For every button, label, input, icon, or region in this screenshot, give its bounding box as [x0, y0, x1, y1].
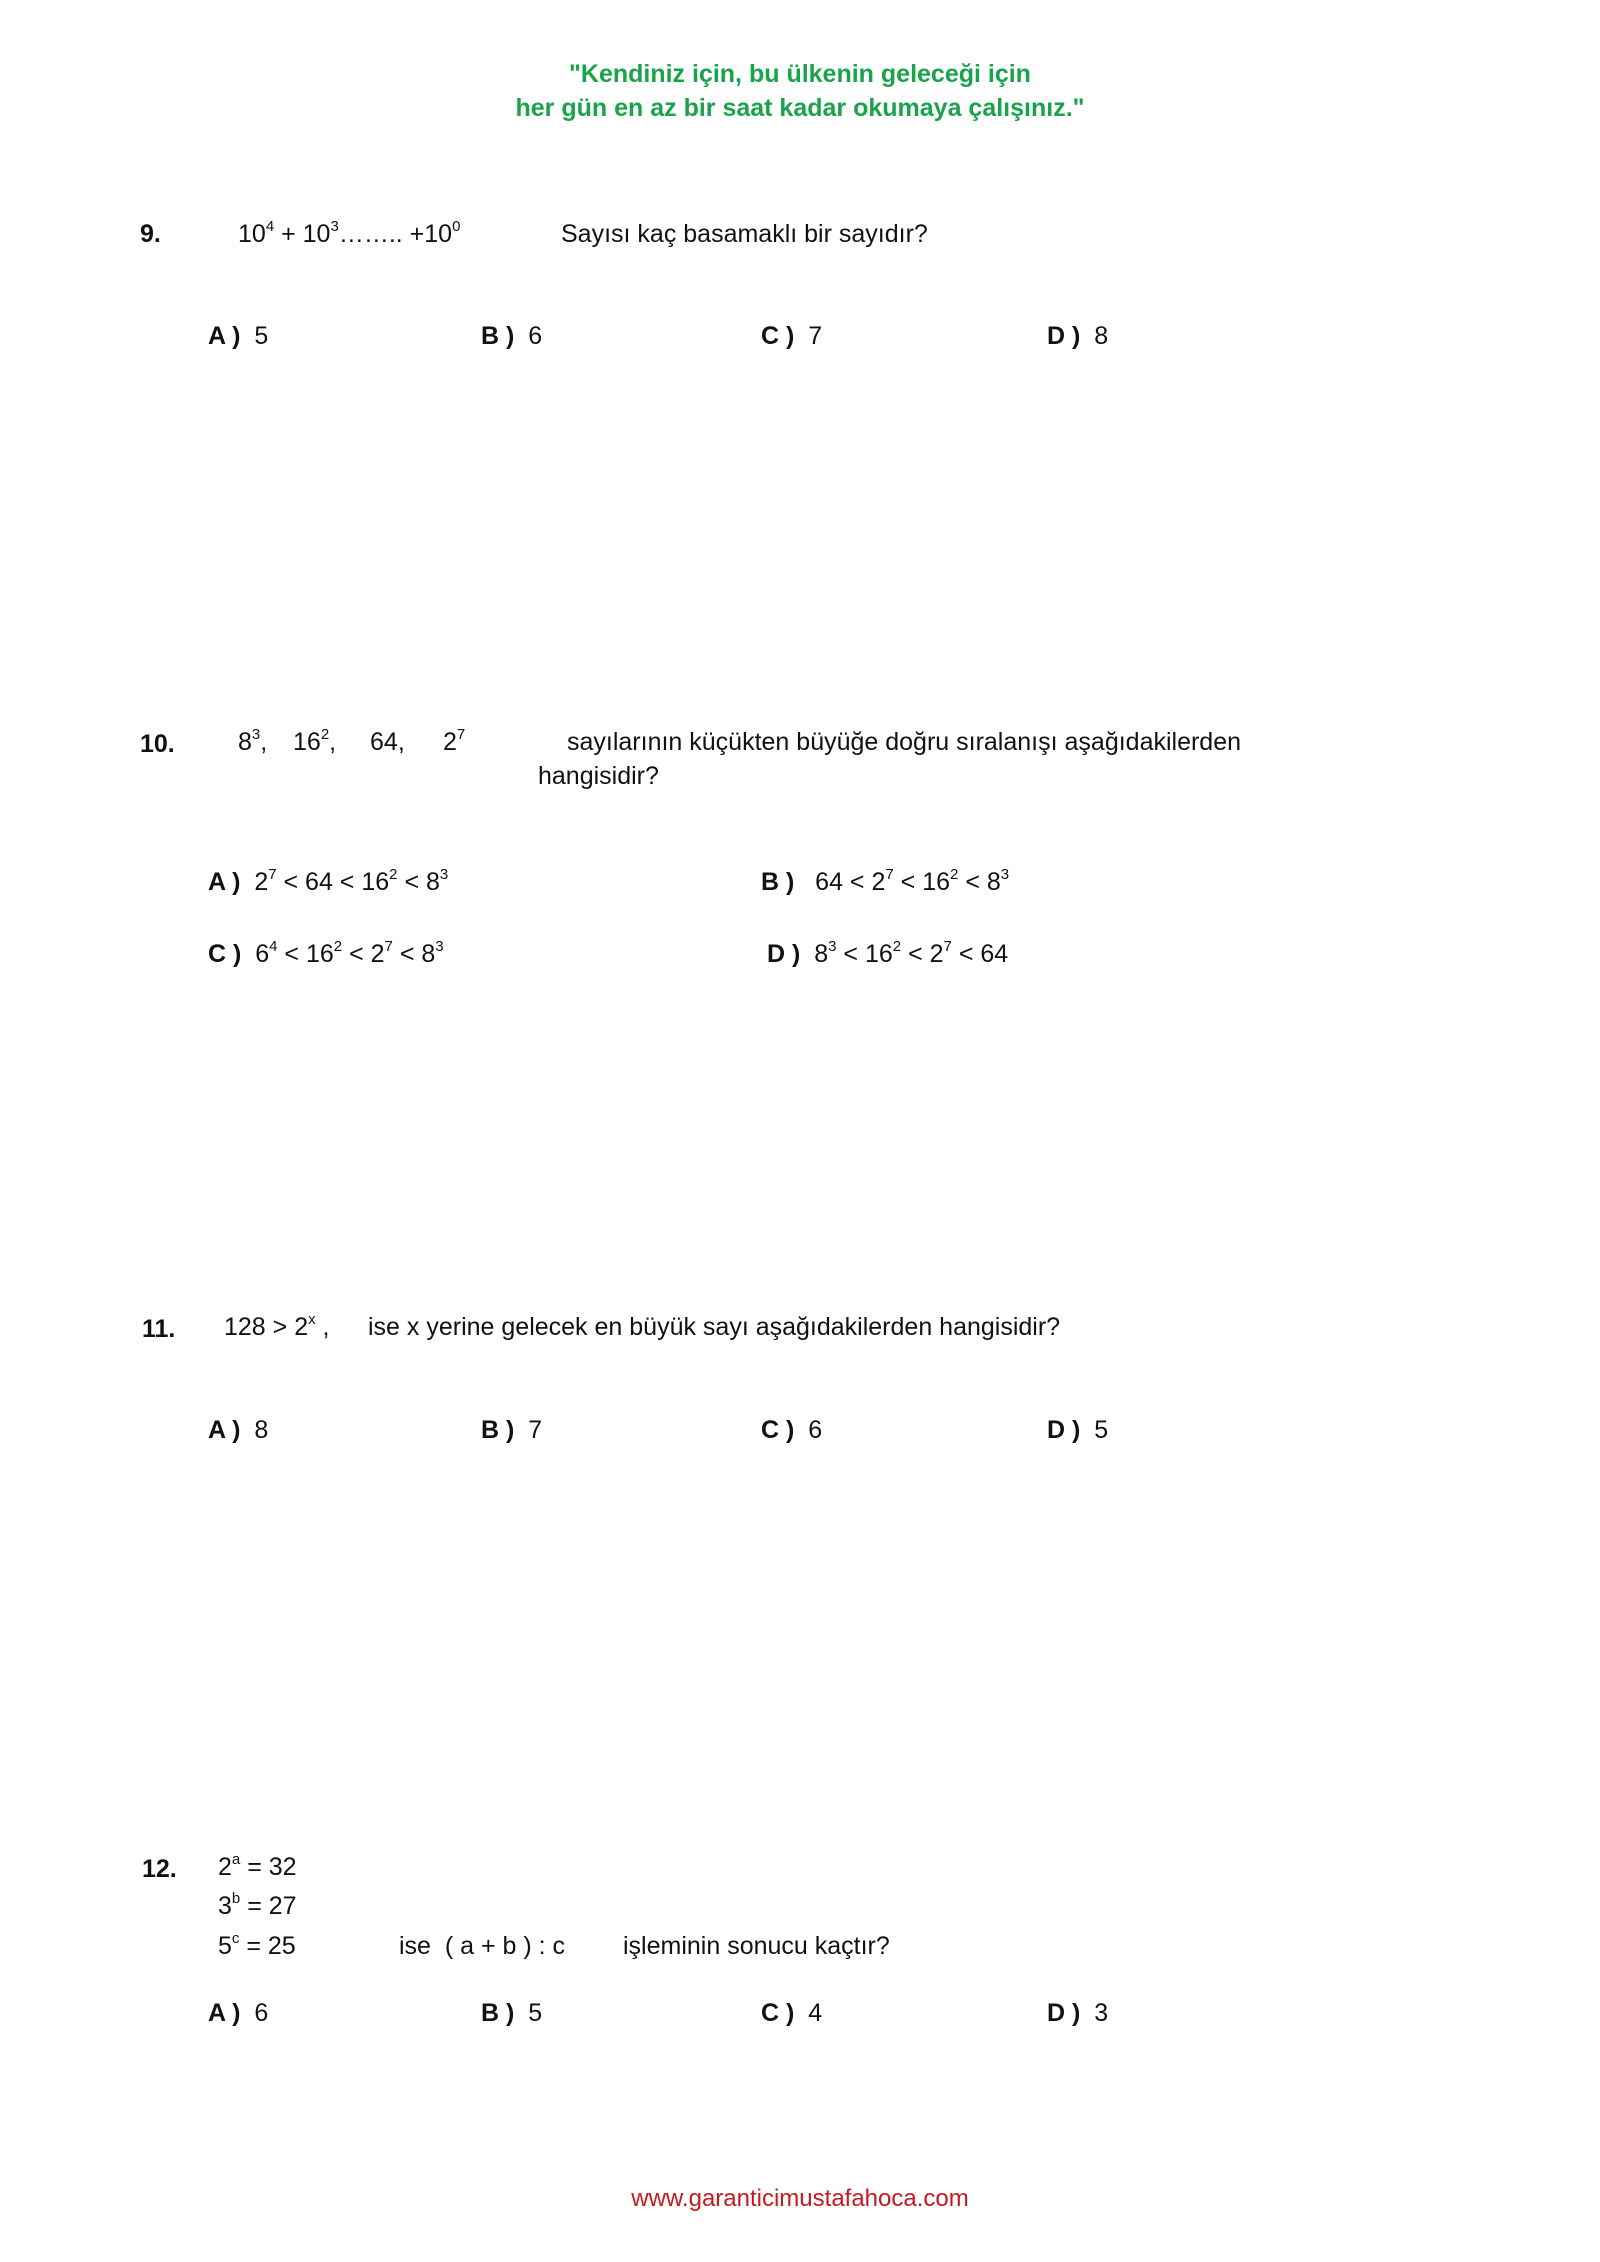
- q10-option-d[interactable]: D ) $8^3 < 16^2 < 2^7 < 64$: [767, 938, 1009, 968]
- motto-line-1: "Kendiniz için, bu ülkenin geleceği için: [569, 60, 1031, 88]
- question-11-expression: $128 > 2^x$ ,: [224, 1311, 330, 1341]
- question-12-text: işleminin sonucu kaçtır?: [623, 1932, 890, 1960]
- question-10-term-4: $2^7$: [443, 726, 466, 756]
- question-11-text: ise x yerine gelecek en büyük sayı aşağıdakilerden hangisidir?: [368, 1313, 1061, 1341]
- q9-option-d[interactable]: D ) 8: [1047, 322, 1109, 350]
- question-12-expression: ise ( a + b ) : c: [399, 1932, 566, 1960]
- question-9-text: Sayısı kaç basamaklı bir sayıdır?: [561, 220, 928, 248]
- q11-option-b[interactable]: B ) 7: [481, 1416, 543, 1444]
- question-12-equation-2: $3^b = 27$: [218, 1890, 297, 1920]
- q10-option-c[interactable]: C ) $6^4 < 16^2 < 2^7 < 8^3$: [208, 938, 444, 968]
- motto-line-2: her gün en az bir saat kadar okumaya çalışınız.": [515, 94, 1085, 122]
- question-12-number: 12.: [142, 1855, 177, 1883]
- q12-option-a[interactable]: A ) 6: [208, 1999, 269, 2027]
- question-10-term-1: $8^3$,: [238, 726, 268, 756]
- q11-option-c[interactable]: C ) 6: [761, 1416, 823, 1444]
- q9-option-c[interactable]: C ) 7: [761, 322, 823, 350]
- question-11-number: 11.: [142, 1315, 176, 1343]
- q9-option-a[interactable]: A ) 5: [208, 322, 269, 350]
- q11-option-d[interactable]: D ) 5: [1047, 1416, 1109, 1444]
- question-10-term-2: $16^2$,: [293, 726, 337, 756]
- question-9-number: 9.: [140, 220, 161, 248]
- question-12-equation-1: $2^a = 32$: [218, 1851, 297, 1881]
- question-9-expression: $10^4$ + $10^3\dots\dots$.. $+10^0$: [238, 218, 461, 248]
- question-10-text-line-1: sayılarının küçükten büyüğe doğru sıralanışı aşağıdakilerden: [567, 728, 1242, 756]
- q12-option-d[interactable]: D ) 3: [1047, 1999, 1109, 2027]
- question-12-equation-3: $5^c = 25$: [218, 1930, 296, 1960]
- q10-option-b[interactable]: B ) $64 < 2^7 < 16^2 < 8^3$: [761, 866, 1010, 896]
- q10-option-a[interactable]: A ) $2^7 < 64 < 16^2 < 8^3$: [208, 866, 449, 896]
- q11-option-a[interactable]: A ) 8: [208, 1416, 269, 1444]
- question-10-text-line-2: hangisidir?: [538, 762, 659, 790]
- question-10-term-3: 64,: [370, 728, 405, 756]
- q12-option-c[interactable]: C ) 4: [761, 1999, 823, 2027]
- footer-website-link[interactable]: www.garanticimustafahoca.com: [631, 2185, 969, 2212]
- q9-option-b[interactable]: B ) 6: [481, 322, 543, 350]
- question-10-number: 10.: [140, 730, 175, 758]
- q12-option-b[interactable]: B ) 5: [481, 1999, 543, 2027]
